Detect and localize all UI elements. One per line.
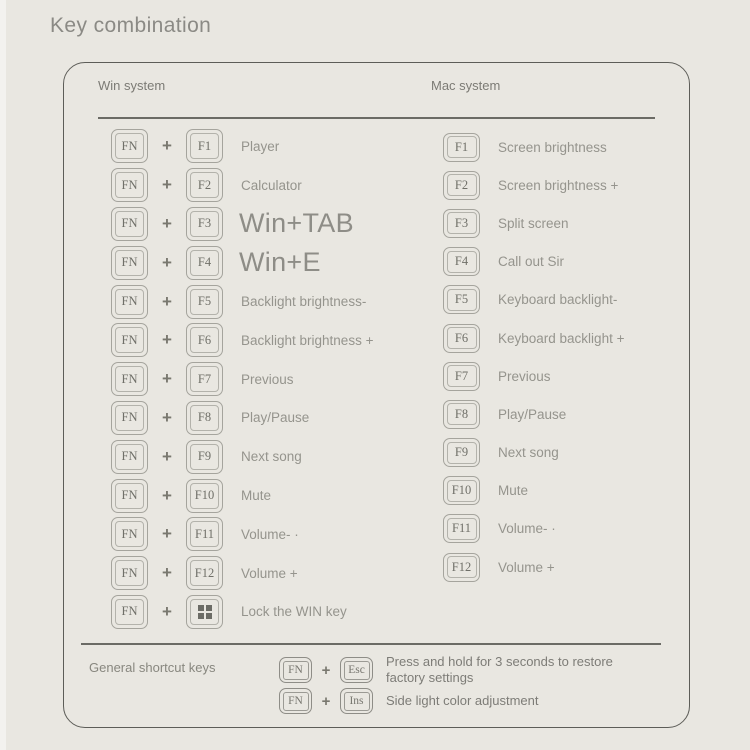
function-description: Play/Pause xyxy=(241,410,310,426)
mac-shortcut-row xyxy=(443,395,624,433)
function-key-label: F4 xyxy=(454,254,469,269)
fn-keycap xyxy=(111,285,148,319)
second-key-label: Ins xyxy=(349,695,364,707)
fn-key-label: FN xyxy=(121,177,138,192)
win-shortcut-row xyxy=(111,476,373,515)
function-key-label: F5 xyxy=(454,292,469,307)
fn-keycap-inner xyxy=(115,599,144,625)
function-description: Next song xyxy=(241,449,302,465)
function-key-label: F2 xyxy=(454,177,469,192)
function-key-label: F3 xyxy=(197,216,212,231)
function-keycap xyxy=(186,323,223,357)
plus-sign: + xyxy=(162,291,172,311)
function-description: Call out Sir xyxy=(498,254,565,270)
win-shortcut-row xyxy=(111,166,373,205)
win-shortcut-row xyxy=(111,360,373,399)
function-keycap xyxy=(443,324,480,353)
second-key-label: Esc xyxy=(348,664,365,676)
function-keycap-inner xyxy=(190,483,219,509)
windows-logo-icon xyxy=(198,605,212,619)
function-keycap-inner xyxy=(447,518,477,540)
win-shortcut-row xyxy=(111,437,373,476)
plus-sign: + xyxy=(162,563,172,583)
mac-shortcut-row xyxy=(443,357,624,395)
function-key-label: F8 xyxy=(454,406,469,421)
mac-shortcut-row xyxy=(443,548,624,586)
fn-key-label: FN xyxy=(121,410,138,425)
fn-key-label: FN xyxy=(121,526,138,541)
fn-keycap xyxy=(111,129,148,163)
general-shortcut-row xyxy=(279,655,636,685)
fn-keycap-inner xyxy=(115,289,144,315)
fn-keycap xyxy=(111,246,148,280)
fn-key-label: FN xyxy=(121,604,138,619)
function-keycap xyxy=(443,247,480,276)
left-edge-strip xyxy=(0,0,6,750)
fn-keycap-inner xyxy=(115,444,144,470)
function-keycap-inner xyxy=(447,136,477,158)
function-description: Play/Pause xyxy=(498,406,567,422)
function-key-label: F5 xyxy=(197,294,212,309)
fn-keycap xyxy=(111,168,148,202)
function-keycap xyxy=(443,553,480,582)
function-keycap xyxy=(443,133,480,162)
function-keycap-inner xyxy=(447,174,477,196)
function-description: Volume + xyxy=(241,565,298,581)
plus-sign: + xyxy=(321,661,331,679)
function-key-label: F6 xyxy=(454,330,469,345)
fn-key-label: FN xyxy=(121,371,138,386)
function-keycap-inner xyxy=(190,560,219,586)
function-keycap-inner xyxy=(447,442,477,464)
function-description: Volume + xyxy=(498,559,555,575)
win-shortcut-list xyxy=(111,127,373,631)
function-keycap xyxy=(443,476,480,505)
function-keycap xyxy=(186,168,223,202)
function-description: Backlight brightness + xyxy=(241,332,374,348)
plus-sign: + xyxy=(321,692,331,710)
function-description: Volume- · xyxy=(241,526,299,542)
function-key-label: F10 xyxy=(194,488,215,503)
header-divider xyxy=(98,117,655,119)
fn-keycap-inner xyxy=(115,483,144,509)
fn-keycap-inner xyxy=(115,211,144,237)
fn-key-label: FN xyxy=(121,332,138,347)
function-key-label: F8 xyxy=(197,410,212,425)
key-combination-panel xyxy=(63,62,690,728)
plus-sign: + xyxy=(162,252,172,272)
plus-sign: + xyxy=(162,136,172,156)
function-keycap xyxy=(443,400,480,429)
function-description: Split screen xyxy=(498,215,569,231)
function-description: Keyboard backlight + xyxy=(498,330,625,346)
mac-shortcut-row xyxy=(443,319,624,357)
function-keycap xyxy=(186,517,223,551)
fn-keycap xyxy=(111,479,148,513)
function-keycap xyxy=(186,401,223,435)
general-shortcut-heading: General shortcut keys xyxy=(89,660,216,675)
function-key-label: F11 xyxy=(195,526,214,541)
mac-shortcut-row xyxy=(443,204,624,242)
fn-keycap xyxy=(111,207,148,241)
function-key-label: F10 xyxy=(451,483,472,498)
mac-shortcut-row xyxy=(443,128,624,166)
win-shortcut-row xyxy=(111,321,373,360)
function-description: Screen brightness + xyxy=(498,177,619,193)
mac-shortcut-row xyxy=(443,510,624,548)
function-keycap-inner xyxy=(447,327,477,349)
fn-key-label: FN xyxy=(121,255,138,270)
fn-key-label: FN xyxy=(121,294,138,309)
function-keycap-inner xyxy=(447,556,477,578)
function-description: Player xyxy=(241,138,280,154)
function-description: Calculator xyxy=(241,177,302,193)
function-keycap-inner xyxy=(447,289,477,311)
function-keycap-inner xyxy=(190,211,219,237)
plus-sign: + xyxy=(162,330,172,350)
function-description: Keyboard backlight- xyxy=(498,292,618,308)
function-keycap xyxy=(186,207,223,241)
function-keycap-inner xyxy=(190,366,219,392)
page-title: Key combination xyxy=(50,14,212,37)
mac-shortcut-row xyxy=(443,281,624,319)
fn-keycap xyxy=(111,401,148,435)
fn-keycap xyxy=(111,517,148,551)
function-keycap xyxy=(186,285,223,319)
function-key-label: F3 xyxy=(454,215,469,230)
function-key-label: F6 xyxy=(197,332,212,347)
mac-system-heading: Mac system xyxy=(431,78,501,93)
function-description: Previous xyxy=(241,371,294,387)
fn-keycap xyxy=(111,440,148,474)
win-shortcut-row xyxy=(111,127,373,166)
function-keycap-inner xyxy=(447,403,477,425)
plus-sign: + xyxy=(162,601,172,621)
win-shortcut-row xyxy=(111,515,373,554)
second-keycap-inner xyxy=(344,692,370,711)
function-description: Backlight brightness- xyxy=(241,294,367,310)
fn-keycap-inner xyxy=(115,560,144,586)
second-keycap xyxy=(340,657,373,683)
function-keycap-inner xyxy=(190,599,219,625)
fn-keycap-inner xyxy=(115,133,144,159)
fn-key-label: FN xyxy=(121,216,138,231)
fn-keycap xyxy=(111,556,148,590)
fn-keycap-inner xyxy=(283,692,309,711)
function-keycap-inner xyxy=(190,444,219,470)
function-description: Mute xyxy=(498,483,529,499)
function-key-label: F12 xyxy=(194,565,215,580)
plus-sign: + xyxy=(162,213,172,233)
win-shortcut-row xyxy=(111,205,373,244)
function-key-label: F4 xyxy=(197,255,212,270)
function-keycap-inner xyxy=(190,289,219,315)
function-keycap-inner xyxy=(447,251,477,273)
function-keycap xyxy=(186,556,223,590)
function-keycap-inner xyxy=(447,365,477,387)
mac-shortcut-row xyxy=(443,434,624,472)
win-shortcut-row xyxy=(111,593,373,632)
fn-key-label: FN xyxy=(288,664,303,676)
function-keycap-inner xyxy=(190,327,219,353)
plus-sign: + xyxy=(162,175,172,195)
function-keycap xyxy=(186,595,223,629)
function-keycap xyxy=(443,209,480,238)
win-system-heading: Win system xyxy=(98,78,166,93)
fn-key-label: FN xyxy=(121,138,138,153)
function-description: Win+E xyxy=(239,247,321,278)
function-description: Lock the WIN key xyxy=(241,604,347,620)
function-keycap-inner xyxy=(190,250,219,276)
function-description: Previous xyxy=(498,368,551,384)
function-keycap xyxy=(443,514,480,543)
function-key-label: F12 xyxy=(451,559,472,574)
function-keycap xyxy=(443,171,480,200)
fn-keycap-inner xyxy=(283,661,309,680)
function-keycap xyxy=(186,246,223,280)
function-keycap-inner xyxy=(190,405,219,431)
plus-sign: + xyxy=(162,407,172,427)
fn-keycap xyxy=(111,595,148,629)
function-keycap-inner xyxy=(447,480,477,502)
mac-shortcut-row xyxy=(443,472,624,510)
function-key-label: F7 xyxy=(197,371,212,386)
function-keycap xyxy=(186,129,223,163)
function-key-label: F1 xyxy=(197,138,212,153)
function-keycap xyxy=(443,362,480,391)
general-section-divider xyxy=(81,643,661,645)
fn-keycap-inner xyxy=(115,250,144,276)
mac-shortcut-row xyxy=(443,166,624,204)
fn-key-label: FN xyxy=(288,695,303,707)
win-shortcut-row xyxy=(111,399,373,438)
function-keycap xyxy=(186,440,223,474)
function-key-label: F2 xyxy=(197,177,212,192)
general-shortcut-list xyxy=(279,655,636,717)
function-key-label: F9 xyxy=(197,449,212,464)
fn-keycap xyxy=(111,323,148,357)
function-keycap-inner xyxy=(447,212,477,234)
second-keycap xyxy=(340,688,373,714)
function-keycap xyxy=(186,362,223,396)
mac-shortcut-row xyxy=(443,243,624,281)
function-keycap-inner xyxy=(190,172,219,198)
plus-sign: + xyxy=(162,369,172,389)
function-description: Screen brightness xyxy=(498,139,607,155)
function-keycap xyxy=(443,285,480,314)
general-shortcut-description: Press and hold for 3 seconds to restore factory settings xyxy=(386,654,613,685)
fn-keycap xyxy=(279,688,312,714)
function-description: Next song xyxy=(498,445,559,461)
function-description: Volume- · xyxy=(498,521,556,537)
second-keycap-inner xyxy=(344,661,370,680)
fn-keycap-inner xyxy=(115,327,144,353)
plus-sign: + xyxy=(162,485,172,505)
fn-keycap-inner xyxy=(115,405,144,431)
fn-keycap xyxy=(111,362,148,396)
fn-key-label: FN xyxy=(121,449,138,464)
plus-sign: + xyxy=(162,446,172,466)
fn-key-label: FN xyxy=(121,565,138,580)
function-keycap xyxy=(186,479,223,513)
function-key-label: F7 xyxy=(454,368,469,383)
function-key-label: F1 xyxy=(454,139,469,154)
win-shortcut-row xyxy=(111,554,373,593)
function-key-label: F11 xyxy=(452,521,471,536)
fn-keycap-inner xyxy=(115,172,144,198)
fn-keycap-inner xyxy=(115,366,144,392)
win-shortcut-row xyxy=(111,282,373,321)
function-key-label: F9 xyxy=(454,445,469,460)
function-keycap xyxy=(443,438,480,467)
general-shortcut-description: Side light color adjustment xyxy=(386,693,539,709)
fn-keycap-inner xyxy=(115,521,144,547)
plus-sign: + xyxy=(162,524,172,544)
function-keycap-inner xyxy=(190,521,219,547)
function-description: Win+TAB xyxy=(239,208,354,239)
fn-key-label: FN xyxy=(121,488,138,503)
function-keycap-inner xyxy=(190,133,219,159)
fn-keycap xyxy=(279,657,312,683)
function-description: Mute xyxy=(241,488,272,504)
win-shortcut-row xyxy=(111,243,373,282)
general-shortcut-row xyxy=(279,686,636,716)
mac-shortcut-list xyxy=(443,128,624,586)
